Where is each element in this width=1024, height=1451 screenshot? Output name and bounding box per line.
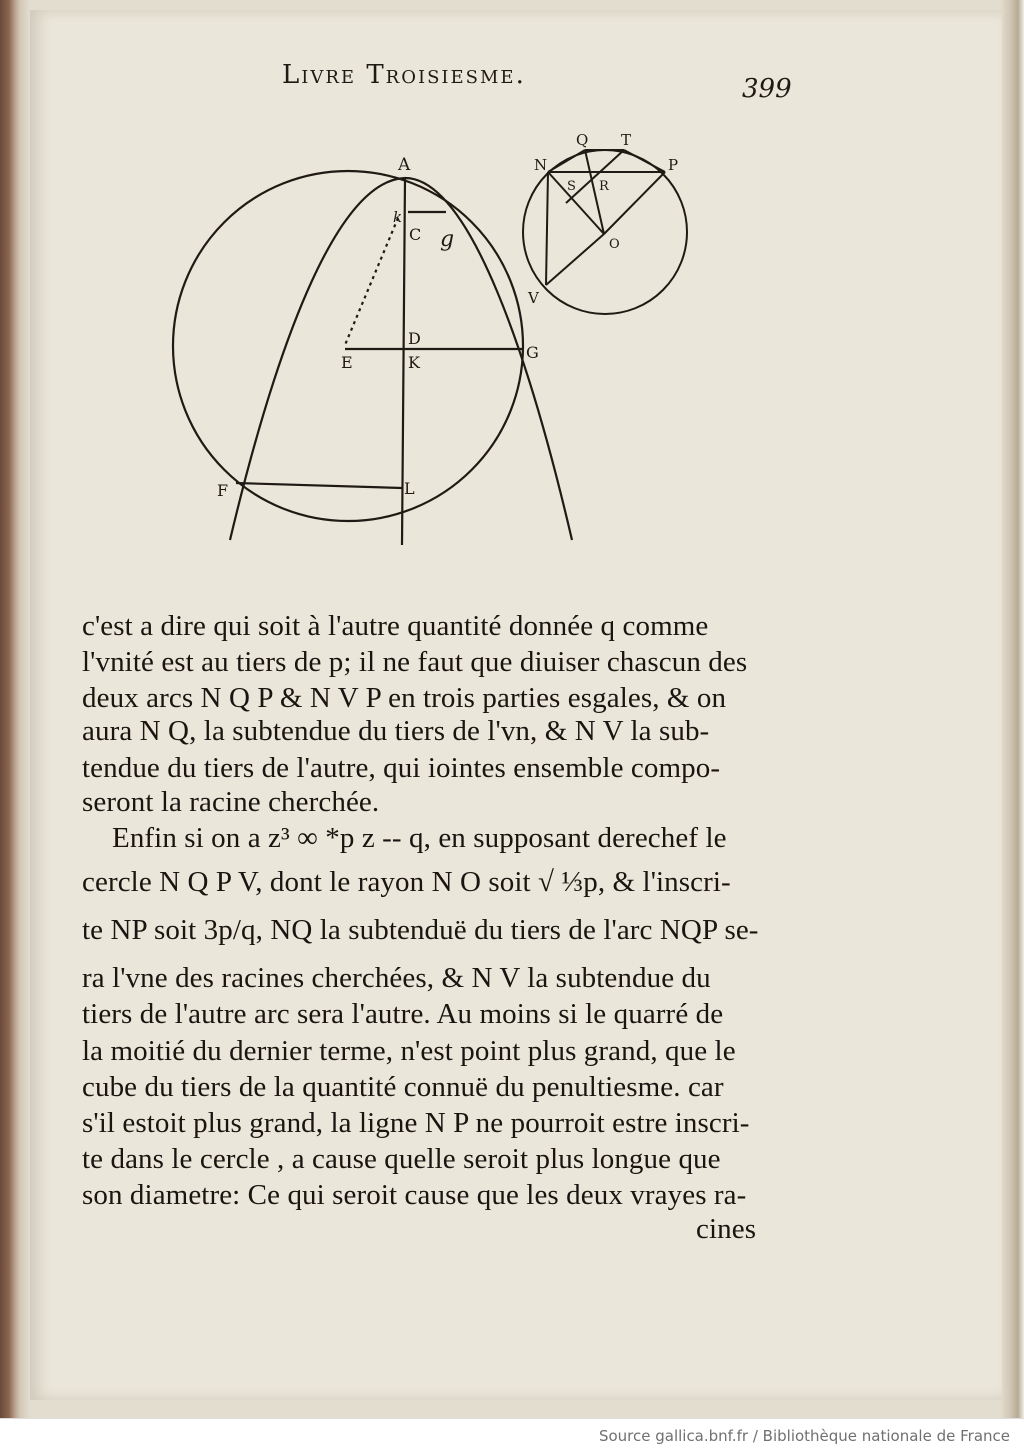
label-K: K bbox=[408, 353, 420, 372]
book-binding bbox=[0, 0, 30, 1418]
label-D: D bbox=[408, 329, 421, 348]
source-footer bbox=[0, 1418, 1024, 1451]
label-Q: Q bbox=[576, 131, 589, 149]
label-P: P bbox=[668, 156, 679, 174]
body-line-10: ra l'vne des racines cherchées, & N V la subtendue du bbox=[82, 962, 711, 994]
label-C: C bbox=[409, 225, 422, 244]
page-edge bbox=[1000, 0, 1024, 1418]
label-F: F bbox=[217, 481, 229, 500]
label-E: E bbox=[341, 353, 353, 372]
source-attribution: Source gallica.bnf.fr / Bibliothèque nationale de France bbox=[598, 1427, 1010, 1445]
body-line-13: cube du tiers de la quantité connuë du penultiesme. car bbox=[82, 1071, 724, 1103]
label-T: T bbox=[621, 131, 632, 149]
body-line-15: te dans le cercle , a cause quelle seroit plus longue que bbox=[82, 1143, 721, 1175]
label-A: A bbox=[398, 155, 411, 175]
label-R: R bbox=[599, 179, 609, 194]
running-title: Livre Troisiesme. bbox=[282, 60, 526, 90]
body-line-9: te NP soit 3p/q, NQ la subtenduë du tiers de l'arc NQP se- bbox=[82, 914, 759, 946]
body-line-2: l'vnité est au tiers de p; il ne faut que diuiser chascun des bbox=[82, 646, 748, 678]
body-line-12: la moitié du dernier terme, n'est point plus grand, que le bbox=[82, 1035, 736, 1067]
label-V: V bbox=[528, 289, 539, 307]
body-line-11: tiers de l'autre arc sera l'autre. Au moins si le quarré de bbox=[82, 998, 724, 1030]
label-G: G bbox=[526, 343, 539, 362]
body-line-5: tendue du tiers de l'autre, qui iointes ensemble compo- bbox=[82, 752, 721, 784]
label-N: N bbox=[534, 156, 548, 174]
label-S: S bbox=[567, 179, 576, 194]
body-line-7: Enfin si on a z³ ∞ *p z -- q, en supposant derechef le bbox=[112, 822, 727, 854]
catchword: cines bbox=[696, 1213, 757, 1245]
label-L: L bbox=[404, 479, 415, 498]
body-line-14: s'il estoit plus grand, la ligne N P ne pourroit estre inscri- bbox=[82, 1107, 750, 1139]
label-k: k bbox=[393, 208, 403, 226]
body-line-3: deux arcs N Q P & N V P en trois parties esgales, & on bbox=[82, 682, 727, 714]
body-line-1: c'est a dire qui soit à l'autre quantité donnée q comme bbox=[82, 610, 709, 642]
body-line-16: son diametre: Ce qui seroit cause que les deux vrayes ra- bbox=[82, 1179, 747, 1211]
label-O: O bbox=[609, 237, 620, 252]
label-g: g bbox=[440, 227, 455, 252]
body-line-6: seront la racine cherchée. bbox=[82, 786, 380, 818]
body-line-4: aura N Q, la subtendue du tiers de l'vn, & N V la sub- bbox=[82, 715, 710, 747]
body-line-8: cercle N Q P V, dont le rayon N O soit √ ⅓p, & l'inscri- bbox=[82, 866, 731, 898]
page-number: 399 bbox=[742, 74, 792, 104]
